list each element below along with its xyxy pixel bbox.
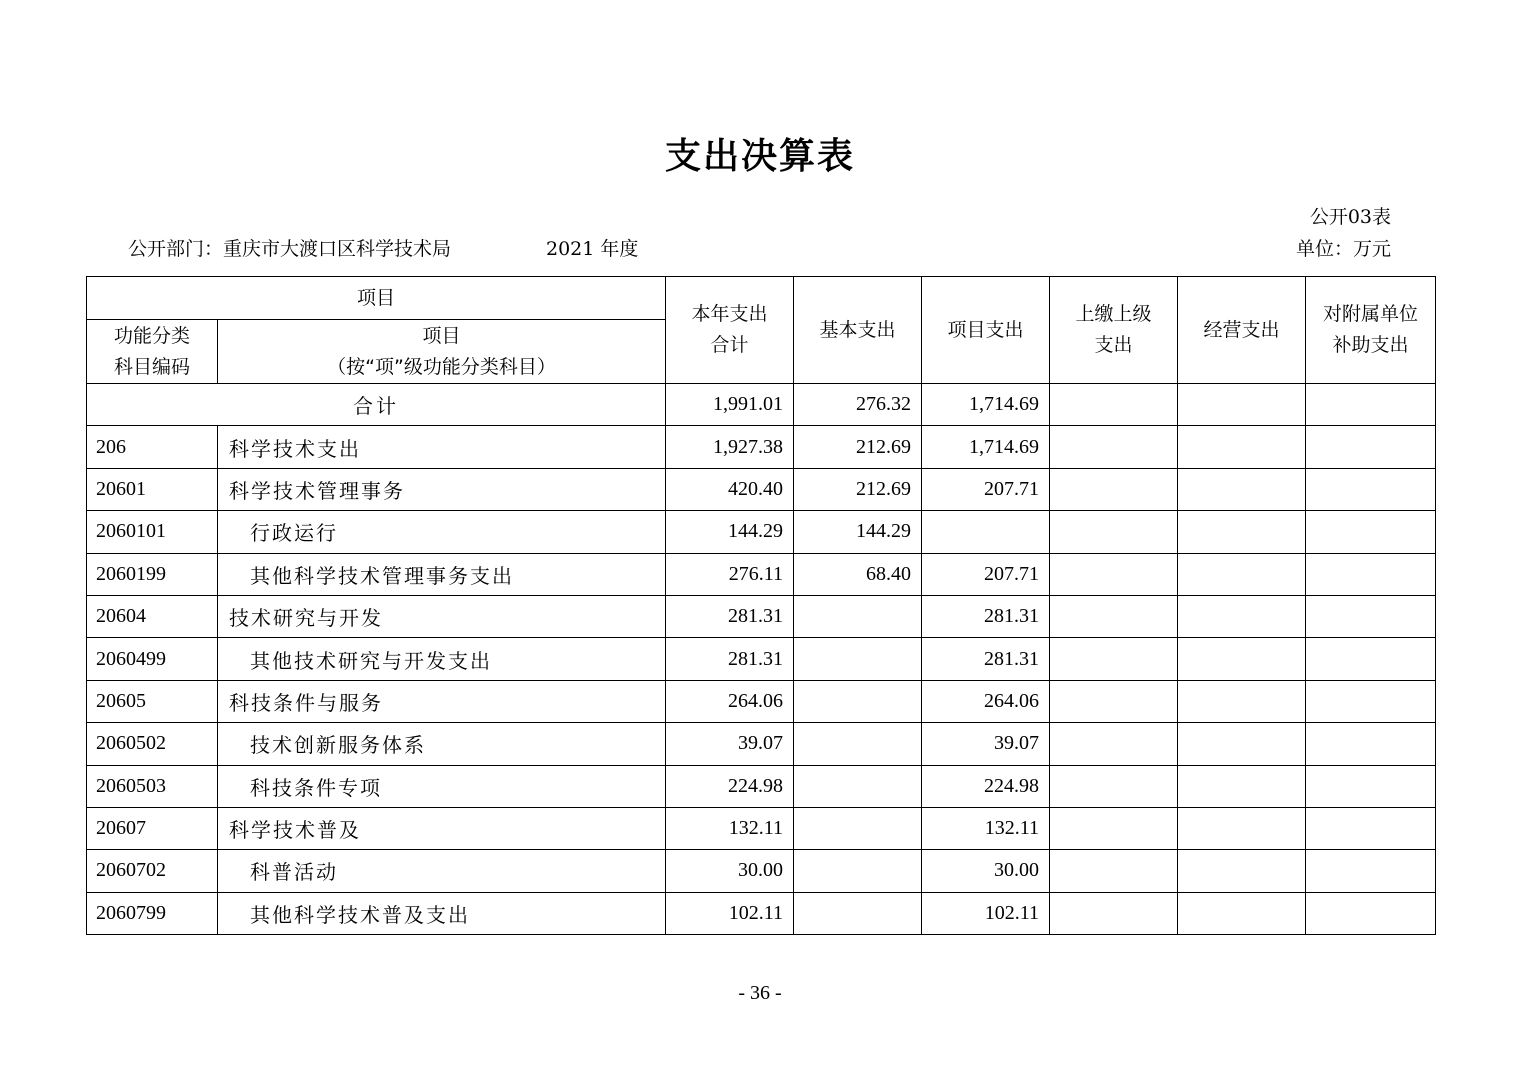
row-total: 102.11 [666, 892, 794, 934]
table-row [87, 807, 1436, 849]
total-upper [1050, 384, 1178, 426]
row-business [1178, 638, 1306, 680]
header-total: 本年支出 合计 [666, 277, 794, 384]
row-basic [794, 850, 922, 892]
row-total: 276.11 [666, 553, 794, 595]
total-row [87, 384, 1436, 426]
row-upper [1050, 892, 1178, 934]
row-code: 2060199 [87, 553, 218, 595]
row-upper [1050, 765, 1178, 807]
row-total: 420.40 [666, 468, 794, 510]
row-total: 30.00 [666, 850, 794, 892]
row-business [1178, 511, 1306, 553]
row-basic [794, 638, 922, 680]
row-name: 其他技术研究与开发支出 [218, 638, 666, 680]
row-basic [794, 680, 922, 722]
total-basic: 276.32 [794, 384, 922, 426]
total-label: 合计 [87, 384, 666, 426]
row-code: 206 [87, 426, 218, 468]
row-code: 2060503 [87, 765, 218, 807]
header-project-expense: 项目支出 [922, 277, 1050, 384]
row-business [1178, 595, 1306, 637]
total-subsidy [1306, 384, 1436, 426]
row-total: 132.11 [666, 807, 794, 849]
table-number: 公开03表 [1309, 206, 1391, 228]
row-project: 207.71 [922, 553, 1050, 595]
row-basic [794, 595, 922, 637]
header-basic: 基本支出 [794, 277, 922, 384]
header-upper: 上缴上级 支出 [1050, 277, 1178, 384]
expenditure-table [86, 276, 1436, 935]
page-number: - 36 - [738, 982, 782, 1004]
total-project: 1,714.69 [922, 384, 1050, 426]
row-upper [1050, 638, 1178, 680]
table-row [87, 680, 1436, 722]
row-project: 281.31 [922, 638, 1050, 680]
row-business [1178, 468, 1306, 510]
header-project: 项目 [87, 277, 666, 320]
table-row [87, 638, 1436, 680]
row-total: 39.07 [666, 723, 794, 765]
row-subsidy [1306, 680, 1436, 722]
row-name: 行政运行 [218, 511, 666, 553]
table-row [87, 595, 1436, 637]
row-basic: 144.29 [794, 511, 922, 553]
row-project: 30.00 [922, 850, 1050, 892]
row-business [1178, 765, 1306, 807]
row-upper [1050, 680, 1178, 722]
table-row [87, 468, 1436, 510]
row-code: 20605 [87, 680, 218, 722]
row-subsidy [1306, 850, 1436, 892]
row-project: 102.11 [922, 892, 1050, 934]
row-business [1178, 426, 1306, 468]
page-title: 支出决算表 [664, 136, 855, 177]
row-subsidy [1306, 638, 1436, 680]
table-row [87, 850, 1436, 892]
row-project: 132.11 [922, 807, 1050, 849]
row-upper [1050, 426, 1178, 468]
header-code: 功能分类 科目编码 [87, 320, 218, 384]
row-project: 224.98 [922, 765, 1050, 807]
row-business [1178, 553, 1306, 595]
row-name: 科学技术普及 [218, 807, 666, 849]
row-upper [1050, 468, 1178, 510]
row-business [1178, 680, 1306, 722]
row-upper [1050, 595, 1178, 637]
row-total: 1,927.38 [666, 426, 794, 468]
row-code: 2060799 [87, 892, 218, 934]
row-business [1178, 850, 1306, 892]
row-basic: 68.40 [794, 553, 922, 595]
table-row [87, 553, 1436, 595]
row-name: 技术创新服务体系 [218, 723, 666, 765]
row-upper [1050, 553, 1178, 595]
header-business: 经营支出 [1178, 277, 1306, 384]
row-total: 281.31 [666, 638, 794, 680]
row-subsidy [1306, 426, 1436, 468]
row-upper [1050, 723, 1178, 765]
row-basic: 212.69 [794, 426, 922, 468]
row-upper [1050, 807, 1178, 849]
row-total: 264.06 [666, 680, 794, 722]
row-subsidy [1306, 511, 1436, 553]
row-name: 技术研究与开发 [218, 595, 666, 637]
row-name: 科普活动 [218, 850, 666, 892]
row-basic [794, 807, 922, 849]
row-subsidy [1306, 892, 1436, 934]
row-project: 207.71 [922, 468, 1050, 510]
row-name: 科技条件专项 [218, 765, 666, 807]
table-row [87, 723, 1436, 765]
row-code: 2060502 [87, 723, 218, 765]
table-row [87, 511, 1436, 553]
table-row [87, 765, 1436, 807]
row-basic: 212.69 [794, 468, 922, 510]
header-name: 项目 （按“项”级功能分类科目） [218, 320, 666, 384]
total-total: 1,991.01 [666, 384, 794, 426]
row-business [1178, 723, 1306, 765]
row-name: 科学技术支出 [218, 426, 666, 468]
row-subsidy [1306, 468, 1436, 510]
row-name: 其他科学技术管理事务支出 [218, 553, 666, 595]
row-code: 20607 [87, 807, 218, 849]
row-code: 2060702 [87, 850, 218, 892]
row-code: 2060499 [87, 638, 218, 680]
row-total: 224.98 [666, 765, 794, 807]
row-basic [794, 892, 922, 934]
row-code: 20601 [87, 468, 218, 510]
row-upper [1050, 511, 1178, 553]
row-name: 其他科学技术普及支出 [218, 892, 666, 934]
row-project: 1,714.69 [922, 426, 1050, 468]
row-business [1178, 892, 1306, 934]
total-business [1178, 384, 1306, 426]
row-business [1178, 807, 1306, 849]
row-subsidy [1306, 595, 1436, 637]
row-basic [794, 765, 922, 807]
row-project: 264.06 [922, 680, 1050, 722]
header-subsidy: 对附属单位 补助支出 [1306, 277, 1436, 384]
row-code: 20604 [87, 595, 218, 637]
row-code: 2060101 [87, 511, 218, 553]
row-subsidy [1306, 553, 1436, 595]
row-project: 39.07 [922, 723, 1050, 765]
row-project: 281.31 [922, 595, 1050, 637]
row-total: 144.29 [666, 511, 794, 553]
row-project [922, 511, 1050, 553]
row-upper [1050, 850, 1178, 892]
department-label: 公开部门：重庆市大渡口区科学技术局 [128, 238, 452, 260]
row-subsidy [1306, 807, 1436, 849]
table-row [87, 892, 1436, 934]
fiscal-year: 2021 年度 [546, 238, 639, 260]
unit-label: 单位：万元 [1295, 238, 1391, 260]
row-name: 科学技术管理事务 [218, 468, 666, 510]
row-name: 科技条件与服务 [218, 680, 666, 722]
row-basic [794, 723, 922, 765]
table-row [87, 426, 1436, 468]
row-subsidy [1306, 723, 1436, 765]
row-subsidy [1306, 765, 1436, 807]
row-total: 281.31 [666, 595, 794, 637]
